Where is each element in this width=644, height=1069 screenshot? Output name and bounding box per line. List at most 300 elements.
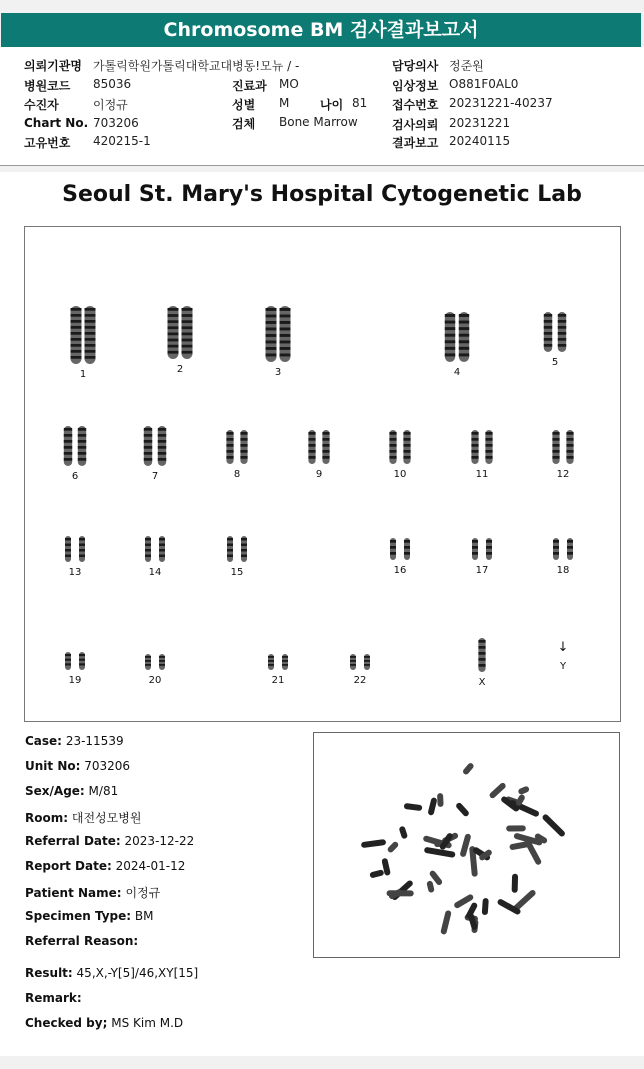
chromosome (168, 306, 179, 359)
chromosome-pair-graphic (258, 653, 298, 671)
chromosome-band (308, 456, 315, 459)
chromosome (364, 654, 370, 670)
chromosome-body (226, 430, 233, 464)
chromosome-band (308, 438, 315, 441)
chromosome (445, 312, 455, 362)
chromosome (553, 538, 559, 560)
chromosome-band (158, 434, 166, 437)
chromosome-band (322, 456, 329, 459)
chromosome-band (544, 326, 552, 329)
chromosome-band (158, 446, 166, 449)
chromosome-band (445, 347, 455, 350)
chromosome-pair-2 (150, 305, 210, 375)
chromosome-band (226, 450, 233, 453)
chromosome-pair-6 (45, 425, 105, 482)
chromosome-band (78, 440, 86, 443)
chromosome-pair-graphic (217, 535, 257, 563)
chromosome-pair-3 (248, 305, 308, 378)
chromosome-band (471, 432, 478, 435)
spread-chromosome (386, 841, 399, 854)
accession-label: 접수번호 (392, 98, 439, 112)
chromosome-band (390, 552, 396, 555)
chromosome-band (266, 315, 277, 318)
chromosome-band (182, 345, 193, 348)
sex-value: M (279, 96, 290, 110)
hospital-code-value: 85036 (93, 77, 132, 91)
chromosome (268, 654, 274, 670)
chromosome-band (485, 456, 492, 459)
chromosome-pair-graphic (543, 537, 583, 561)
chromosome-band (478, 664, 485, 667)
chromosome-band (145, 555, 151, 557)
chromosome-pair-graphic (543, 637, 583, 657)
chromosome-label: 3 (274, 367, 282, 378)
chromosome-pair-15 (207, 535, 267, 578)
chromosome-pair-8 (207, 429, 267, 480)
chromosome-band (182, 351, 193, 354)
chromosome-band (485, 438, 492, 441)
chromosome-pair-graphic (299, 429, 339, 465)
chromosome-label: 13 (68, 567, 82, 578)
chromosome-pair-graphic (55, 425, 95, 467)
chromosome (159, 536, 165, 562)
chromosome-band (390, 540, 396, 543)
chromosome-band (459, 353, 469, 356)
chromosome-band (71, 344, 82, 347)
chromosome-band (71, 350, 82, 353)
chromosome-band (144, 452, 152, 455)
chromosome-pair-14 (125, 535, 185, 578)
chromosome (65, 652, 71, 670)
chromosome-band (389, 444, 396, 447)
unit-label: Unit No: (25, 759, 81, 773)
chromosome-band (553, 540, 559, 543)
spread-chromosome (541, 813, 566, 838)
chromosome-band (159, 656, 165, 658)
chromosome-band (404, 552, 410, 555)
chromosome-band (486, 540, 492, 543)
chromosome-label: 1 (79, 369, 87, 380)
chromosome-band (308, 450, 315, 453)
chromosome-pair-10 (370, 429, 430, 480)
spread-chromosome (506, 825, 526, 831)
patient-name-label: Patient Name: (25, 886, 122, 900)
chromosome-band (79, 555, 85, 557)
spread-chromosome (426, 880, 435, 893)
chromosome-band (240, 450, 247, 453)
chromosome-pair-graphic (340, 653, 380, 671)
chromosome-band (558, 332, 566, 335)
chromosome-band (241, 544, 247, 546)
chromosome-pair-graphic (462, 637, 502, 673)
chart-no-label: Chart No. (24, 116, 89, 130)
chromosome-band (85, 344, 96, 347)
chromosome-band (144, 446, 152, 449)
chromosome-band (472, 552, 478, 555)
chromosome (226, 430, 233, 464)
spread-chromosome (437, 793, 444, 807)
chromosome-band (79, 654, 85, 656)
chromosome-pair-graphic (462, 537, 502, 561)
chromosome-band (158, 458, 166, 461)
chromosome-label: 14 (148, 567, 162, 578)
unit-value: 703206 (84, 759, 131, 773)
chromosome-pair-4 (427, 311, 487, 378)
sexage-field (25, 784, 118, 798)
chromosome-body (403, 430, 410, 464)
chromosome-band (566, 456, 573, 459)
unit-field (25, 759, 130, 773)
chromosome (485, 430, 492, 464)
chromosome-label: 12 (556, 469, 570, 480)
chromosome-band (145, 544, 151, 546)
chromosome-band (280, 315, 291, 318)
chromosome (403, 430, 410, 464)
unique-no-value: 420215-1 (93, 134, 151, 148)
chromosome-pair-11 (452, 429, 512, 480)
chromosome-band (552, 450, 559, 453)
chromosome (240, 430, 247, 464)
chromosome (144, 426, 152, 466)
chromosome-band (227, 538, 233, 540)
chromosome-band (241, 555, 247, 557)
chromosome (350, 654, 356, 670)
accession-value: 20231221-40237 (449, 96, 553, 110)
sexage-label: Sex/Age: (25, 784, 85, 798)
chromosome-band (459, 314, 469, 317)
chromosome-band (403, 432, 410, 435)
chromosome-band (85, 314, 96, 317)
chromosome-band (544, 338, 552, 341)
specimen-value: Bone Marrow (279, 115, 358, 129)
request-date-label: 검사의뢰 (392, 118, 439, 132)
chromosome-band (71, 308, 82, 311)
chromosome-band (558, 314, 566, 317)
spread-chromosome (517, 785, 530, 795)
chromosome-band (558, 344, 566, 347)
patient-value: 이정규 (93, 98, 128, 112)
chromosome (227, 536, 233, 562)
chromosome (478, 638, 485, 672)
chromosome-band (64, 434, 72, 437)
spread-chromosome (361, 839, 386, 848)
chromosome-pair-19 (45, 651, 105, 686)
chromosome-band (226, 456, 233, 459)
chromosome-band (145, 660, 151, 662)
case-value: 23-11539 (65, 734, 124, 748)
chromosome-band (552, 438, 559, 441)
chromosome-pair-20 (125, 653, 185, 686)
chromosome-band (71, 314, 82, 317)
chromosome-band (553, 552, 559, 555)
chromosome-band (445, 314, 455, 317)
chromosome-band (322, 444, 329, 447)
result-date-row (392, 134, 511, 151)
case-field (25, 734, 124, 748)
chromosome-pair-graphic (135, 535, 175, 563)
chromosome-pair-18 (533, 537, 593, 576)
referral-date-value: 2023-12-22 (124, 834, 195, 848)
chromosome-band (266, 321, 277, 324)
chromosome-band (71, 338, 82, 341)
chromosome-pair-graphic (380, 537, 420, 561)
chromosome-label: 16 (393, 565, 407, 576)
chromosome-band (471, 456, 478, 459)
doctor-label: 담당의사 (392, 59, 439, 73)
chromosome-band (182, 333, 193, 336)
chromosome-band (389, 438, 396, 441)
chromosome-pair-y (533, 637, 593, 672)
chromosome-band (308, 444, 315, 447)
y-missing-marker: ↓ (557, 640, 569, 655)
chromosome (71, 306, 82, 364)
chromosome (308, 430, 315, 464)
spread-chromosome (455, 802, 470, 818)
chromosome-band (268, 656, 274, 658)
chromosome-band (145, 656, 151, 658)
chromosome-band (478, 640, 485, 643)
chromosome-band (266, 341, 277, 344)
chromosome-band (159, 555, 165, 557)
chromosome-band (85, 332, 96, 335)
chromosome-pair-21 (248, 653, 308, 686)
chromosome-band (459, 340, 469, 343)
chromosome-band (282, 656, 288, 658)
chromosome-label: 8 (233, 469, 241, 480)
chromosome-band (472, 546, 478, 549)
requesting-org-row (24, 57, 300, 74)
chromosome-band (322, 438, 329, 441)
patient-row (24, 96, 128, 113)
chromosome-pair-9 (289, 429, 349, 480)
chromosome-band (159, 549, 165, 551)
chromosome-label: 20 (148, 675, 162, 686)
chromosome-band (280, 308, 291, 311)
chromosome-band (544, 320, 552, 323)
chromosome (79, 652, 85, 670)
chromosome-band (553, 546, 559, 549)
chromosome-band (445, 334, 455, 337)
chromosome-band (486, 552, 492, 555)
hospital-code-row (24, 77, 132, 94)
chromosome-band (79, 544, 85, 546)
chromosome-band (240, 432, 247, 435)
chromosome-label: 17 (475, 565, 489, 576)
chromosome-band (459, 327, 469, 330)
age-label: 나이 (320, 98, 344, 112)
result-field (25, 966, 198, 980)
chromosome (79, 536, 85, 562)
spread-chromosome (482, 898, 489, 915)
remark-label: Remark: (25, 991, 82, 1005)
chromosome-band (65, 654, 71, 656)
chromosome-band (159, 538, 165, 540)
doctor-value: 정준원 (449, 59, 484, 73)
chromosome-band (404, 540, 410, 543)
chromosome-band (478, 658, 485, 661)
chromosome-label: 19 (68, 675, 82, 686)
chromosome-band (79, 659, 85, 661)
chromosome (280, 306, 291, 362)
chromosome (78, 426, 86, 466)
chart-no-value: 703206 (93, 116, 139, 130)
chromosome-band (71, 320, 82, 323)
spread-chromosome (369, 869, 384, 878)
chromosome-pair-graphic (543, 429, 583, 465)
department-row (232, 77, 299, 94)
chromosome-band (226, 438, 233, 441)
chromosome (552, 430, 559, 464)
specimen-label: 검체 (232, 117, 256, 131)
chromosome-band (240, 456, 247, 459)
chromosome-pair-1 (53, 305, 113, 380)
chromosome-label: 18 (556, 565, 570, 576)
chromosome-band (85, 338, 96, 341)
chromosome-pair-graphic (55, 651, 95, 671)
chromosome-body (308, 430, 315, 464)
chromosome-pair-graphic (63, 305, 103, 365)
spread-chromosome (424, 847, 456, 858)
chromosome-band (486, 546, 492, 549)
chromosome (567, 538, 573, 560)
chromosome-label: 21 (271, 675, 285, 686)
chromosome (486, 538, 492, 560)
patient-name-value: 이정규 (125, 886, 161, 900)
age-row (320, 96, 368, 113)
chromosome-label: 9 (315, 469, 323, 480)
chromosome-band (566, 432, 573, 435)
checked-value: MS Kim M.D (111, 1016, 184, 1030)
chromosome-pair-graphic (160, 305, 200, 360)
chromosome-band (79, 549, 85, 551)
hospital-code-label: 병원코드 (24, 79, 71, 93)
specimen-type-field (25, 909, 154, 923)
chromosome-band (65, 544, 71, 546)
chromosome-band (64, 458, 72, 461)
chromosome-band (158, 452, 166, 455)
sexage-value: M/81 (88, 784, 119, 798)
chromosome-band (280, 341, 291, 344)
chromosome-pair-graphic (535, 311, 575, 353)
chromosome-band (280, 328, 291, 331)
chromosome (472, 538, 478, 560)
metaphase-spread-image (313, 732, 620, 958)
chromosome-band (364, 664, 370, 666)
chromosome (64, 426, 72, 466)
chromosome (389, 430, 396, 464)
chromosome-band (350, 664, 356, 666)
result-date-label: 결과보고 (392, 136, 439, 150)
chromosome-pair-graphic (462, 429, 502, 465)
chromosome-band (390, 546, 396, 549)
clinical-row (392, 77, 519, 94)
sex-label: 성별 (232, 98, 256, 112)
room-field (25, 809, 141, 826)
chromosome-pair-graphic (135, 425, 175, 467)
chromosome-band (266, 328, 277, 331)
chromosome-pair-graphic (258, 305, 298, 363)
chromosome-band (266, 347, 277, 350)
chromosome-label: 15 (230, 567, 244, 578)
chromosome-band (227, 549, 233, 551)
metaphase-spread-graphic (314, 733, 619, 957)
chromosome-band (240, 444, 247, 447)
report-date-field (25, 859, 185, 873)
spread-chromosome (427, 797, 437, 816)
chromosome-band (459, 334, 469, 337)
chromosome-band (78, 446, 86, 449)
spread-chromosome (404, 803, 423, 811)
chromosome-body (322, 430, 329, 464)
chromosome (282, 654, 288, 670)
lab-title: Seoul St. Mary's Hospital Cytogenetic Lab (62, 182, 582, 207)
unique-no-row (24, 134, 151, 151)
chromosome (544, 312, 552, 352)
chromosome-band (566, 444, 573, 447)
chromosome-band (168, 345, 179, 348)
chromosome-band (168, 333, 179, 336)
chromosome-band (79, 663, 85, 665)
chromosome-body (485, 430, 492, 464)
karyotype-report (0, 172, 644, 1056)
chromosome-band (567, 552, 573, 555)
chromosome-band (168, 308, 179, 311)
chromosome-band (266, 308, 277, 311)
patient-label: 수진자 (24, 98, 59, 112)
chromosome-band (478, 652, 485, 655)
chromosome-band (544, 344, 552, 347)
chromosome-band (159, 660, 165, 662)
chromosome-band (485, 450, 492, 453)
chromosome-band (364, 660, 370, 662)
chromosome-band (64, 452, 72, 455)
chromosome-band (308, 432, 315, 435)
chromosome (85, 306, 96, 364)
doctor-row (392, 57, 484, 74)
chromosome-band (280, 334, 291, 337)
chromosome-band (159, 544, 165, 546)
specimen-type-value: BM (134, 909, 154, 923)
spread-chromosome (512, 874, 518, 893)
chromosome-body (566, 430, 573, 464)
chromosome-band (182, 326, 193, 329)
chromosome-band (71, 356, 82, 359)
chromosome-pair-graphic (55, 535, 95, 563)
chart-no-row (24, 116, 139, 130)
chromosome-band (478, 646, 485, 649)
chromosome-body (471, 430, 478, 464)
chromosome-body (478, 638, 485, 672)
chromosome (159, 654, 165, 670)
chromosome-band (65, 555, 71, 557)
requesting-org-value: 가톨릭학원가톨릭대학교대병동!모뉴 / - (93, 59, 300, 73)
chromosome-band (145, 664, 151, 666)
chromosome-band (403, 444, 410, 447)
chromosome-pair-x (452, 637, 512, 688)
chromosome (322, 430, 329, 464)
chromosome-band (552, 432, 559, 435)
chromosome-band (459, 321, 469, 324)
chromosome-band (168, 351, 179, 354)
chromosome-label: 7 (151, 471, 159, 482)
checked-label: Checked by; (25, 1016, 108, 1030)
remark-field (25, 991, 82, 1005)
chromosome-band (85, 320, 96, 323)
chromosome-pair-12 (533, 429, 593, 480)
result-label: Result: (25, 966, 73, 980)
chromosome-band (241, 549, 247, 551)
chromosome-body (240, 430, 247, 464)
